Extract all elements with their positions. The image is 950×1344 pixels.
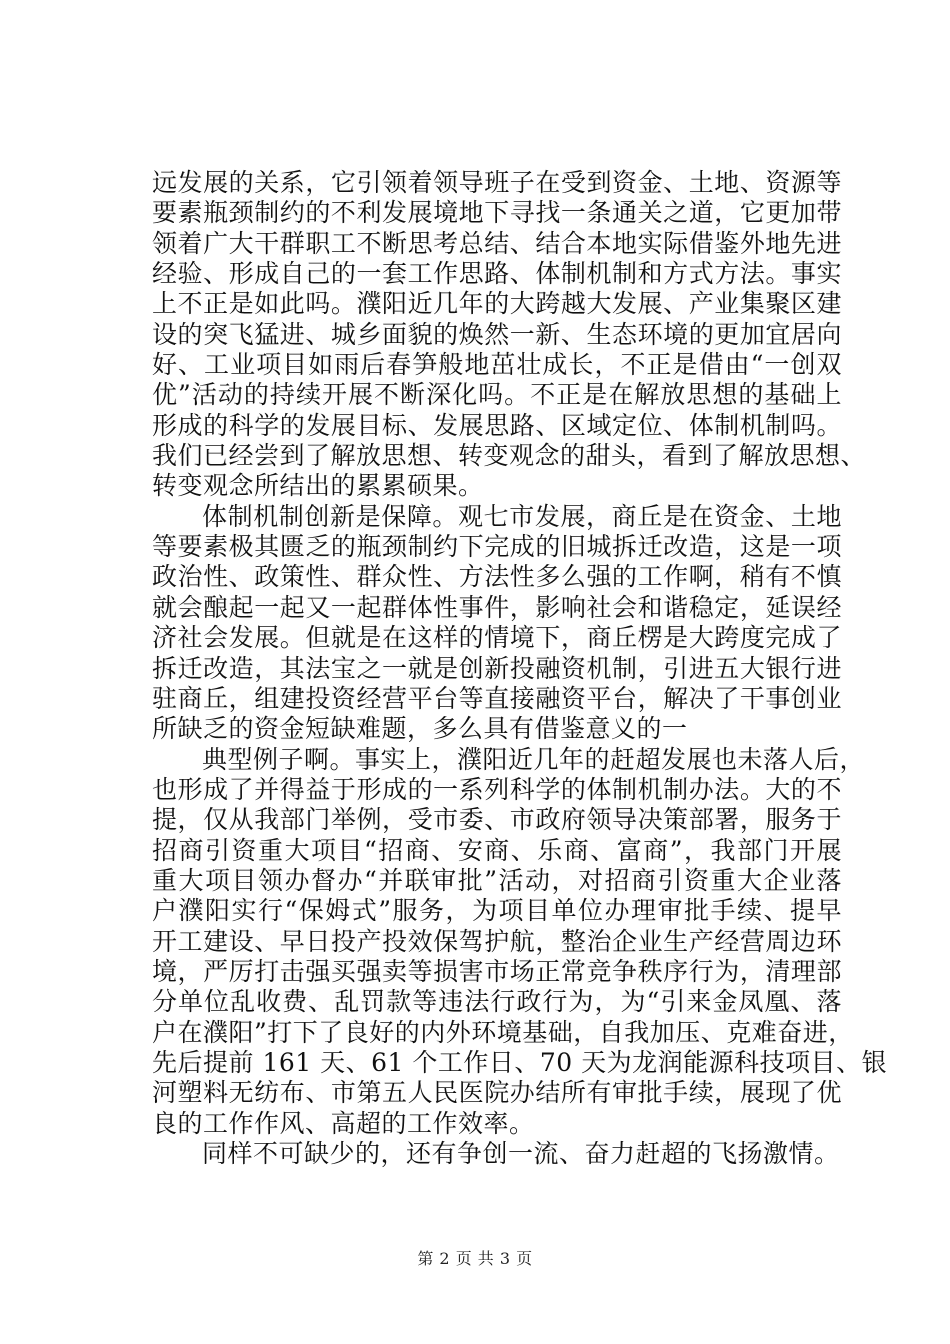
text-line: 重大项目领办督办“并联审批”活动，对招商引资重大企业落: [152, 865, 842, 895]
text-line: 户在濮阳”打下了良好的内外环境基础，自我加压、克难奋进，: [152, 1017, 854, 1047]
text-line: 设的突飞猛进、城乡面貌的焕然一新、生态环境的更加宜居向: [152, 319, 842, 349]
page-number-footer: 第 2 页 共 3 页: [417, 1249, 533, 1268]
text-line: 良的工作作风、高超的工作效率。: [152, 1108, 535, 1138]
text-line: 上不正是如此吗。濮阳近几年的大跨越大发展、产业集聚区建: [152, 289, 842, 319]
text-line: 政治性、政策性、群众性、方法性多么强的工作啊，稍有不慎: [152, 562, 842, 592]
paragraph-start-line: 体制机制创新是保障。观七市发展，商丘是在资金、土地: [202, 501, 842, 531]
text-line: 驻商丘，组建投资经营平台等直接融资平台，解决了干事创业: [152, 683, 842, 713]
text-line: 河塑料无纺布、市第五人民医院办结所有审批手续，展现了优: [152, 1078, 842, 1108]
text-line: 户濮阳实行“保姆式”服务，为项目单位办理审批手续、提早: [152, 896, 842, 926]
document-body: [152, 168, 888, 1169]
text-line: 远发展的关系，它引领着领导班子在受到资金、土地、资源等: [152, 168, 842, 197]
text-line: 招商引资重大项目“招商、安商、乐商、富商”，我部门开展: [152, 835, 842, 865]
text-line: 分单位乱收费、乱罚款等违法行政行为，为“引来金凤凰、落: [152, 987, 842, 1017]
text-line: 我们已经尝到了解放思想、转变观念的甜头，看到了解放思想、: [152, 441, 867, 471]
text-line: 济社会发展。但就是在这样的情境下，商丘楞是大跨度完成了: [152, 623, 842, 653]
text-line: 开工建设、早日投产投效保驾护航，整治企业生产经营周边环: [152, 926, 842, 956]
text-line: 就会酿起一起又一起群体性事件，影响社会和谐稳定，延误经: [152, 592, 842, 622]
text-line: 优”活动的持续开展不断深化吗。不正是在解放思想的基础上: [152, 380, 842, 410]
paragraph-start-line: 典型例子啊。事实上，濮阳近几年的赶超发展也未落人后，: [202, 744, 866, 774]
text-line: 要素瓶颈制约的不利发展境地下寻找一条通关之道，它更加带: [152, 198, 842, 228]
text-line: 领着广大干群职工不断思考总结、结合本地实际借鉴外地先进: [152, 228, 842, 258]
text-line: 先后提前 161 天、61 个工作日、70 天为龙润能源科技项目、银: [152, 1047, 888, 1077]
text-line: 经验、形成自己的一套工作思路、体制机制和方式方法。事实: [152, 259, 842, 289]
text-line: 形成的科学的发展目标、发展思路、区域定位、体制机制吗。: [152, 410, 842, 440]
text-line: 也形成了并得益于形成的一系列科学的体制机制办法。大的不: [152, 774, 842, 804]
text-line: 所缺乏的资金短缺难题，多么具有借鉴意义的一: [152, 714, 688, 744]
text-line: 拆迁改造，其法宝之一就是创新投融资机制，引进五大银行进: [152, 653, 842, 683]
text-line: 转变观念所结出的累累硕果。: [152, 471, 484, 501]
text-line: 境，严厉打击强买强卖等损害市场正常竞争秩序行为，清理部: [152, 956, 842, 986]
paragraph-start-line: 同样不可缺少的，还有争创一流、奋力赶超的飞扬激情。: [202, 1139, 840, 1168]
text-line: 等要素极其匮乏的瓶颈制约下完成的旧城拆迁改造，这是一项: [152, 532, 842, 562]
text-line: 好、工业项目如雨后春笋般地茁壮成长，不正是借由“一创双: [152, 350, 842, 380]
text-line: 提，仅从我部门举例，受市委、市政府领导决策部署，服务于: [152, 805, 842, 835]
